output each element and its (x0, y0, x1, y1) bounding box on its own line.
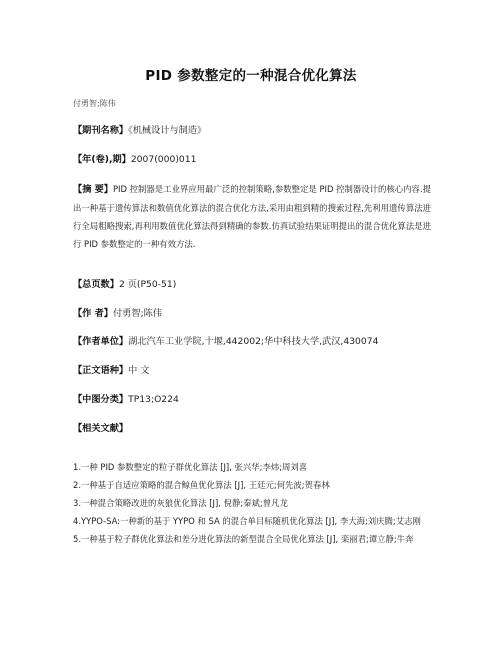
classification-field (73, 391, 433, 409)
author-value: 付勇智;陈伟 (112, 308, 162, 319)
journal-value: 《机械设计与制造》 (128, 125, 207, 136)
abstract-text: PID 控制器是工业界应用最广泛的控制策略,参数整定是 PID 控制器设计的核心内容.提出一种基于遗传算法和数值优化算法的混合优化方法,采用由粗到精的搜索过程,先利用遗传算法进行全局粗略搜索,再利用数值优化算法得到精确的参数.仿真试验结果证明提出的混合优化算法是进行 PID 参数整定的一种有效方法. (73, 184, 431, 249)
reference-item[interactable]: 1.一种 PID 参数整定的粒子群优化算法 [J], 张兴华;李炜;周刘喜 (73, 462, 308, 472)
affiliation-value: 湖北汽车工业学院,十堰,442002;华中科技大学,武汉,430074 (128, 336, 379, 347)
reference-item[interactable]: 3.一种混合策略改进的灰狼优化算法 [J], 倪静;秦斌;曾凡龙 (73, 498, 288, 508)
document-title: PID 参数整定的一种混合优化算法 (145, 68, 357, 84)
reference-item[interactable]: 5.一种基于粒子群优化算法和差分进化算法的新型混合全局优化算法 [J], 栾丽君;谭立静;牛奔 (73, 534, 414, 544)
reference-item[interactable]: 2.一种基于自适应策略的混合鲸鱼优化算法 [J], 王廷元;何先波;贺春林 (73, 480, 330, 490)
related-heading (73, 420, 433, 438)
related-label: 【相关文献】 (73, 423, 129, 434)
classification-value: TP13;O224 (128, 394, 179, 405)
language-label: 【正文语种】 (73, 365, 129, 376)
author-label: 【作 者】 (73, 308, 113, 319)
issue-label: 【年(卷),期】 (73, 154, 131, 165)
author-field (73, 305, 433, 323)
journal-field (73, 122, 433, 140)
reference-item[interactable]: 4.YYPO-SA:一种新的基于 YYPO 和 SA 的混合单目标随机优化算法 [J], 李大海;刘庆腾;艾志刚 (73, 516, 421, 526)
document-authors: 付勇智;陈伟 (73, 99, 116, 108)
reference-list (73, 458, 433, 548)
classification-label: 【中图分类】 (73, 394, 129, 405)
abstract-field (73, 180, 431, 253)
affiliation-label: 【作者单位】 (73, 336, 129, 347)
journal-label: 【期刊名称】 (73, 125, 129, 136)
abstract-label: 【摘 要】 (73, 184, 113, 195)
language-field (73, 362, 433, 380)
issue-value: 2007(000)011 (130, 154, 197, 165)
affiliation-field (73, 333, 433, 351)
language-value: 中 文 (128, 365, 150, 376)
pages-field (73, 276, 433, 294)
issue-field (73, 151, 433, 169)
pages-value: 2 页(P50-51) (118, 279, 177, 290)
pages-label: 【总页数】 (73, 279, 119, 290)
